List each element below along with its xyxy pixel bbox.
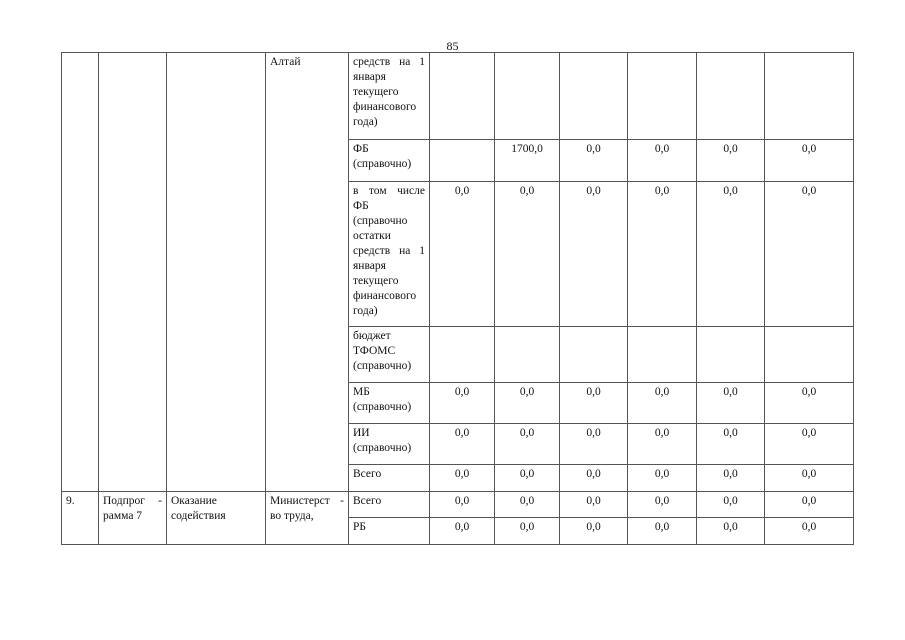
value-cell: 0,0 [560,383,628,424]
value-cell [697,53,765,140]
value-cell: 0,0 [765,492,854,518]
value-cell: 0,0 [495,383,560,424]
value-cell: 0,0 [495,182,560,327]
value-cell: 0,0 [430,383,495,424]
value-cell: 0,0 [765,182,854,327]
value-cell [560,327,628,383]
value-cell: 0,0 [697,492,765,518]
funding-source-cell: ИИ (справочно) [349,424,430,465]
value-cell: 0,0 [628,140,697,182]
value-cell: 0,0 [765,465,854,492]
program-cell: Подпрог - рамма 7 [99,492,167,545]
value-cell [765,327,854,383]
responsible-cell: Министерст - во труда, [266,492,349,545]
table-row [62,53,854,140]
value-cell: 1700,0 [495,140,560,182]
value-cell: 0,0 [430,424,495,465]
value-cell: 0,0 [495,492,560,518]
value-cell: 0,0 [697,383,765,424]
funding-source-cell: Всего [349,465,430,492]
value-cell: 0,0 [495,465,560,492]
budget-table [61,52,854,545]
program-cell [99,53,167,492]
table-row [62,492,854,518]
value-cell: 0,0 [560,140,628,182]
value-cell [430,140,495,182]
value-cell [430,327,495,383]
value-cell: 0,0 [628,424,697,465]
value-cell: 0,0 [560,182,628,327]
value-cell: 0,0 [697,182,765,327]
value-cell: 0,0 [560,518,628,545]
value-cell: 0,0 [495,518,560,545]
value-cell: 0,0 [495,424,560,465]
value-cell [495,53,560,140]
value-cell: 0,0 [697,465,765,492]
value-cell: 0,0 [765,383,854,424]
funding-source-cell: бюджет ТФОМС (справочно) [349,327,430,383]
funding-source-cell: РБ [349,518,430,545]
number-cell [62,53,99,492]
funding-source-cell: ФБ (справочно) [349,140,430,182]
number-cell: 9. [62,492,99,545]
value-cell: 0,0 [765,518,854,545]
page-number: 85 [446,39,459,53]
name-cell: Оказание содействия [167,492,266,545]
funding-source-cell: МБ (справочно) [349,383,430,424]
value-cell: 0,0 [560,465,628,492]
funding-source-cell: средств на 1 января текущего финансового года) [349,53,430,140]
value-cell [430,53,495,140]
value-cell: 0,0 [628,465,697,492]
value-cell: 0,0 [430,465,495,492]
value-cell: 0,0 [628,383,697,424]
value-cell: 0,0 [697,518,765,545]
value-cell [628,327,697,383]
value-cell: 0,0 [628,492,697,518]
funding-source-cell: в том числе ФБ (справочно остатки средств на 1 января текущего финансового года) [349,182,430,327]
value-cell: 0,0 [697,424,765,465]
value-cell [697,327,765,383]
value-cell: 0,0 [430,518,495,545]
value-cell: 0,0 [765,424,854,465]
funding-source-cell: Всего [349,492,430,518]
value-cell: 0,0 [430,492,495,518]
responsible-cell: Алтай [266,53,349,492]
value-cell: 0,0 [560,492,628,518]
name-cell [167,53,266,492]
value-cell [560,53,628,140]
value-cell [495,327,560,383]
value-cell: 0,0 [765,140,854,182]
value-cell [765,53,854,140]
value-cell: 0,0 [628,182,697,327]
value-cell: 0,0 [560,424,628,465]
value-cell: 0,0 [697,140,765,182]
value-cell: 0,0 [430,182,495,327]
value-cell [628,53,697,140]
value-cell: 0,0 [628,518,697,545]
